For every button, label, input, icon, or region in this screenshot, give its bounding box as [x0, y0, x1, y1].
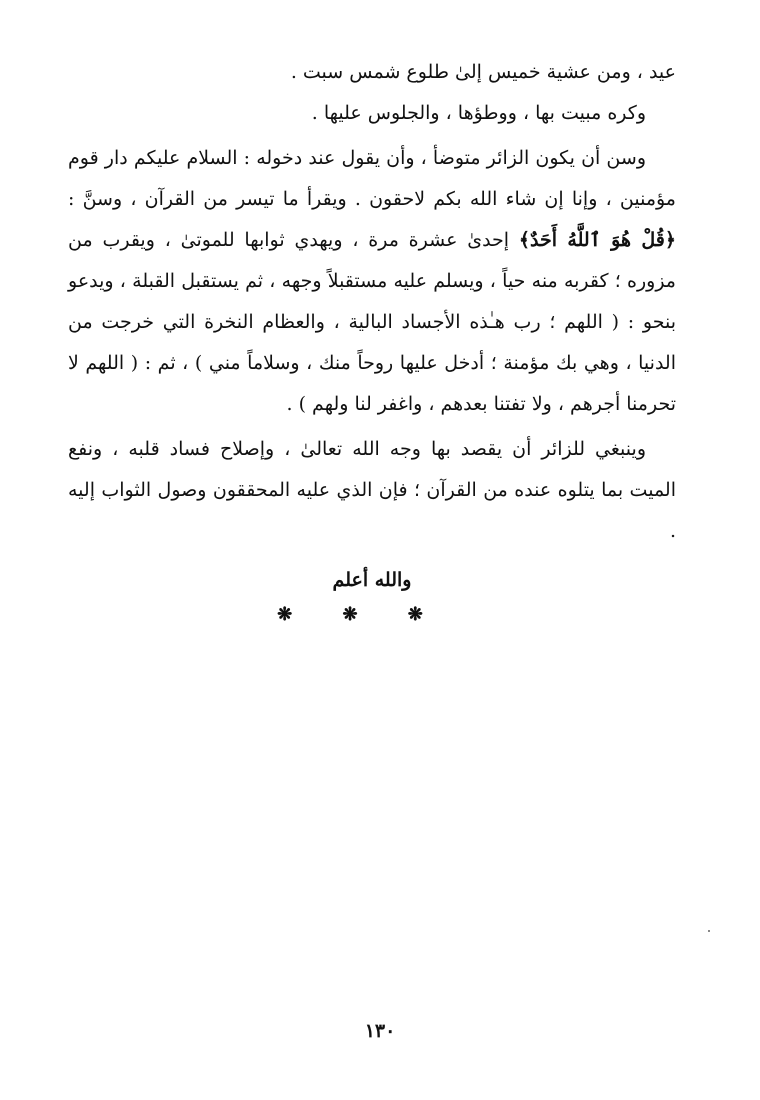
paragraph-2: وكره مبيت بها ، ووطؤها ، والجلوس عليها . — [311, 102, 646, 124]
scan-artifact-dot — [708, 930, 710, 932]
quran-verse: ﴿قُلْ هُوَ ٱللَّهُ أَحَدٌ﴾ — [518, 229, 676, 251]
closing-phrase: والله أعلم — [332, 569, 412, 591]
paragraph-3-part-2: إحدىٰ عشرة مرة ، ويهدي ثوابها للموتىٰ ، ويقرب من مزوره ؛ كقربه منه حياً ، ويسلم عليه مستقبلاً وجهه ، ثم يستقبل القبلة ، ويدعو بنحو : ( اللهم ؛ رب هـٰذه الأجساد البالية ، والعظام النخرة التي خرجت من الدنيا ، وهي بك مؤمنة ؛ أدخل عليها روحاً منك ، وسلاماً مني ) ، ثم : ( اللهم لا تحرمنا أجرهم ، ولا تفتنا بعدهم ، واغفر لنا ولهم ) . — [68, 229, 676, 415]
page-body — [68, 52, 676, 625]
paragraph-4: وينبغي للزائر أن يقصد بها وجه الله تعالىٰ ، وإصلاح فساد قلبه ، ونفع الميت بما يتلوه عنده من القرآن ؛ فإن الذي عليه المحققون وصول الثواب إليه . — [68, 438, 676, 542]
paragraph-1: عيد ، ومن عشية خميس إلىٰ طلوع شمس سبت . — [290, 61, 676, 83]
page-number: ١٣٠ — [364, 1020, 396, 1042]
paragraph-3 — [68, 138, 676, 425]
section-divider-stars: ❋ ❋ ❋ — [277, 604, 445, 625]
paragraph-3-part-1: وسن أن يكون الزائر متوضأ ، وأن يقول عند دخوله : السلام عليكم دار قوم مؤمنين ، وإنا إن شاء الله بكم لاحقون . ويقرأ ما تيسر من القرآن ، وسنَّ : — [68, 147, 676, 210]
